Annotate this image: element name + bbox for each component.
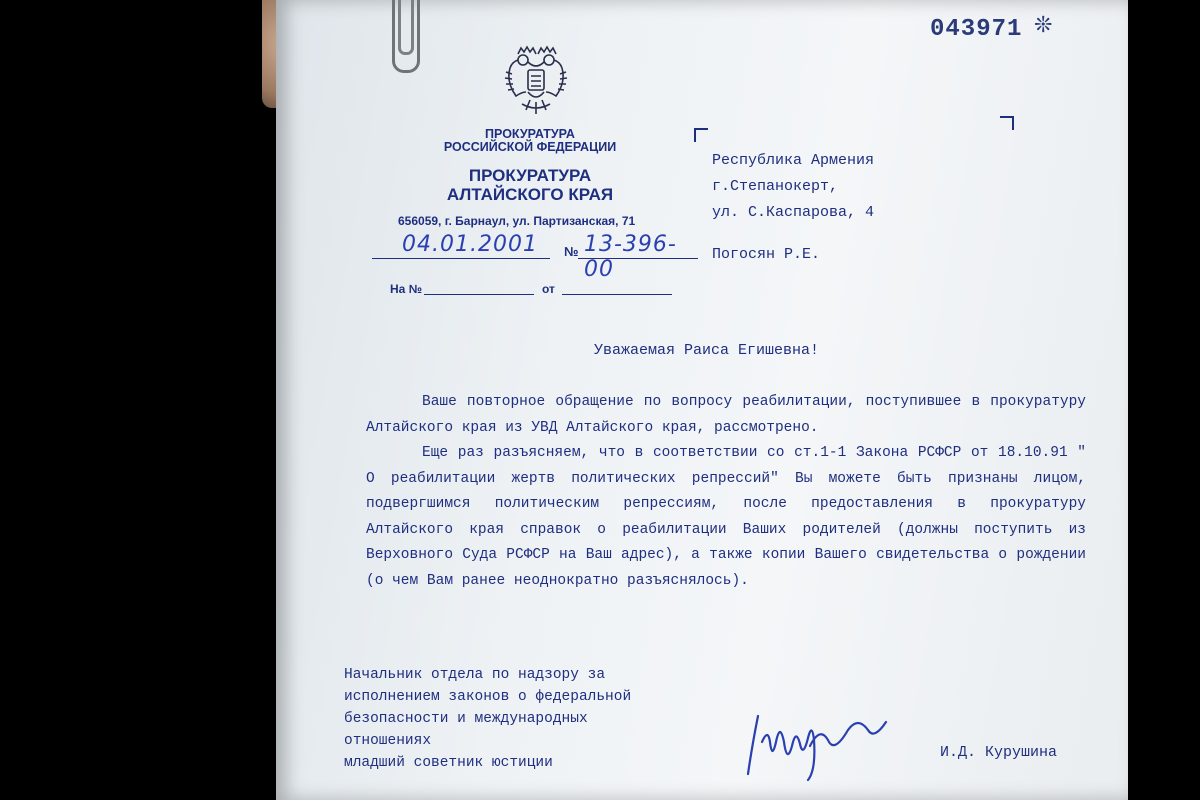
signatory-title-line1: Начальник отдела по надзору за: [344, 667, 606, 683]
recipient-line1: Республика Армения: [712, 152, 875, 169]
signatory-title-line2: исполнением законов о федеральной: [344, 689, 632, 705]
signer-name: И.Д. Курушина: [940, 744, 1058, 761]
office-line2: АЛТАЙСКОГО КРАЯ: [446, 185, 614, 204]
paragraph-2: Еще раз разъясняем, что в соответствии со ст.1-1 Закона РСФСР от 18.10.91 " О реабилитации жертв политических репрессий" Вы можете быть признаны лицом, подвергшимся политическим репрессиям, после предоставления в прокуратуру Алтайского края справок о реабилитации Ваших родителей (должны поступить из Верховного Суда РСФСР на Ваш адрес), а также копии Вашего свидетельства о рождении (о чем Вам ранее неоднократно разъяснялось).: [366, 445, 1086, 589]
org-line2: РОССИЙСКОЙ ФЕДЕРАЦИИ: [443, 140, 617, 154]
handwritten-number: 13-396-00: [584, 232, 677, 282]
recipient-line3: ул. С.Каспарова, 4: [712, 204, 875, 221]
office-line1: ПРОКУРАТУРА: [468, 166, 592, 185]
office-header: [430, 166, 630, 204]
number-rule: [578, 258, 698, 259]
paperclip-inner-icon: [398, 0, 414, 55]
outgoing-date-number: [372, 232, 698, 282]
signatory-title-line3: безопасности и международных: [344, 711, 588, 727]
paragraph-1: Ваше повторное обращение по вопросу реабилитации, поступившее в прокуратуру Алтайского края из УВД Алтайского края, рассмотрено.: [366, 394, 1086, 436]
greeting: Уважаемая Раиса Егишевна!: [594, 342, 820, 359]
office-address: 656059, г. Барнаул, ул. Партизанская, 71: [398, 214, 636, 228]
number-sign: №: [564, 244, 579, 259]
handwritten-signature: [740, 706, 910, 786]
letter-body: [366, 390, 1086, 594]
ref-date-rule: [562, 294, 672, 295]
handwritten-date: 04.01.2001: [402, 232, 538, 257]
recipient-line2: г.Степанокерт,: [712, 178, 839, 195]
org-header: [430, 128, 630, 154]
ref-label: На №: [390, 282, 423, 296]
double-headed-eagle-emblem-icon: [498, 40, 574, 120]
serial-mark-icon: ❊: [1034, 12, 1053, 37]
org-line1: ПРОКУРАТУРА: [485, 127, 575, 141]
signatory-title-line4: отношениях: [344, 733, 432, 749]
address-corner-top-left: [694, 128, 708, 142]
ref-number-rule: [424, 294, 534, 295]
ref-from-label: от: [542, 282, 555, 296]
signatory-title: [344, 664, 631, 774]
signatory-title-line5: младший советник юстиции: [344, 755, 553, 771]
recipient-name: Погосян Р.Е.: [712, 246, 821, 263]
reference-line: [390, 280, 680, 300]
serial-number: 043971: [930, 16, 1023, 43]
address-corner-top-right: [1000, 116, 1014, 130]
recipient-address: [712, 148, 874, 268]
date-rule: [372, 258, 550, 259]
